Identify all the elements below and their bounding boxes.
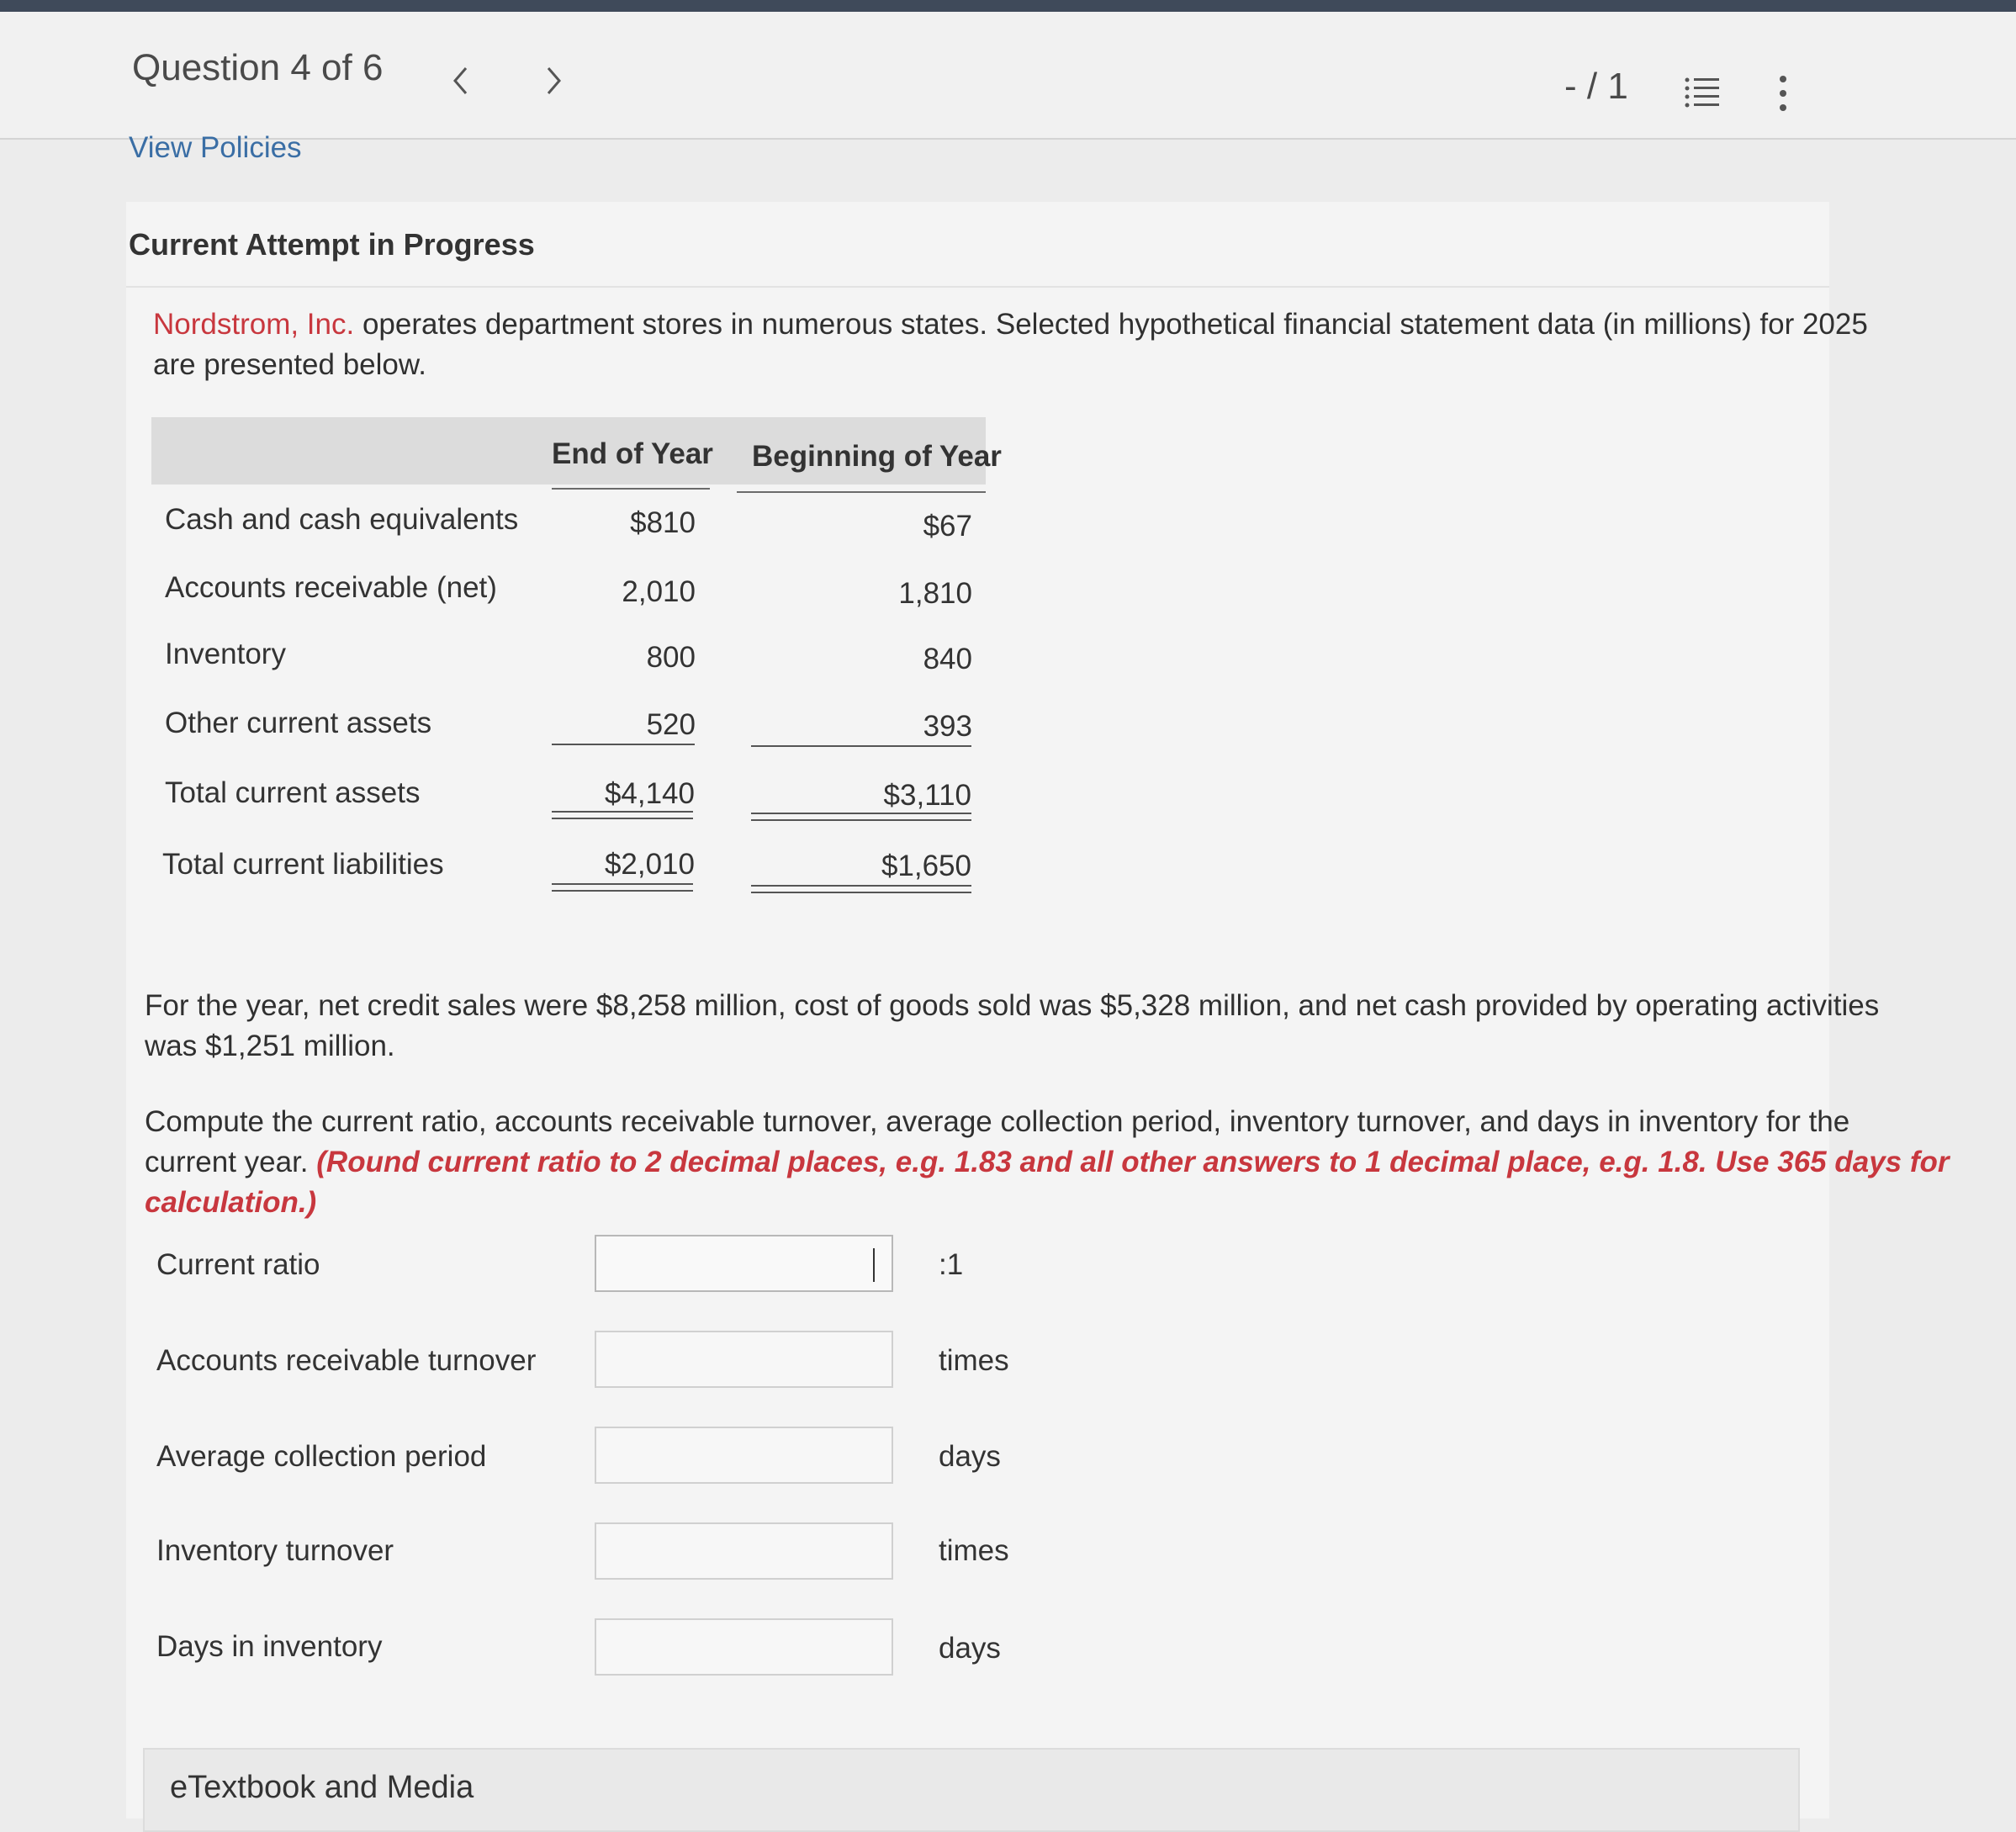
- answer-label: Current ratio: [156, 1248, 320, 1281]
- instructions-line1: Compute the current ratio, accounts receivable turnover, average collection period, inventory turnover, and days in inventory for the: [145, 1105, 1850, 1138]
- company-name: Nordstrom, Inc.: [153, 308, 355, 341]
- answer-unit: times: [939, 1534, 1009, 1567]
- intro-text: [153, 304, 1868, 385]
- table-cell: 520: [646, 708, 696, 741]
- text-caret: [873, 1248, 875, 1282]
- total-double-rule: [751, 885, 971, 893]
- etextbook-label: eTextbook and Media: [170, 1770, 474, 1805]
- answer-label: Average collection period: [156, 1440, 487, 1473]
- previous-question-button[interactable]: [439, 56, 481, 106]
- ar-turnover-input[interactable]: [595, 1331, 893, 1388]
- table-cell: $67: [923, 510, 972, 543]
- table-row-label: Other current assets: [165, 707, 432, 739]
- table-cell: 1,810: [898, 577, 972, 610]
- total-double-rule: [552, 883, 693, 892]
- avg-collection-period-input[interactable]: [595, 1427, 893, 1484]
- days-in-inventory-input[interactable]: [595, 1618, 893, 1676]
- question-header: [0, 12, 2016, 140]
- chevron-left-icon: [451, 65, 469, 97]
- intro-line1: operates department stores in numerous states. Selected hypothetical financial statement data (in millions) for 2025: [354, 308, 1868, 341]
- view-policies-link[interactable]: View Policies: [129, 131, 302, 164]
- facts-line2: was $1,251 million.: [145, 1030, 395, 1062]
- question-label: Question 4 of 6: [132, 47, 384, 88]
- current-ratio-input[interactable]: [595, 1235, 893, 1292]
- table-row-label: Inventory: [165, 638, 286, 670]
- more-vertical-icon[interactable]: [1775, 72, 1791, 114]
- total-double-rule: [751, 813, 971, 821]
- facts-text: [145, 986, 1879, 1067]
- rounding-instructions: (Round current ratio to 2 decimal places, e.g. 1.83 and all other answers to 1 decimal place, e.g. 1.8. Use 365 days for calculation.): [145, 1146, 1950, 1219]
- total-double-rule: [552, 811, 693, 819]
- facts-line1: For the year, net credit sales were $8,258 million, cost of goods sold was $5,328 million, and net cash provided by operating activities: [145, 989, 1880, 1022]
- score-display: - / 1: [1564, 66, 1628, 107]
- answer-unit: days: [939, 1632, 1001, 1665]
- attempt-status: Current Attempt in Progress: [129, 227, 535, 262]
- table-cell: $1,650: [881, 850, 971, 882]
- top-band: [0, 0, 2016, 12]
- header-underline: [737, 491, 986, 493]
- list-icon[interactable]: [1684, 76, 1721, 109]
- instructions-line2: current year.: [145, 1146, 317, 1178]
- table-cell: $3,110: [883, 779, 971, 812]
- intro-line2: are presented below.: [153, 348, 426, 381]
- instructions-text: [145, 1102, 2016, 1223]
- table-row-label: Cash and cash equivalents: [165, 503, 519, 536]
- inventory-turnover-input[interactable]: [595, 1522, 893, 1580]
- next-question-button[interactable]: [533, 56, 575, 106]
- table-cell: 393: [923, 710, 972, 743]
- table-cell: 840: [923, 643, 972, 675]
- header-underline: [552, 488, 710, 490]
- chevron-right-icon: [545, 65, 564, 97]
- table-row-label: Accounts receivable (net): [165, 571, 497, 604]
- answer-unit: times: [939, 1344, 1009, 1377]
- table-row-label: Total current liabilities: [162, 848, 444, 881]
- col-header-begin: Beginning of Year: [752, 440, 1002, 473]
- table-cell: $2,010: [604, 848, 695, 881]
- table-cell: $4,140: [604, 777, 695, 810]
- table-cell: 800: [646, 641, 696, 674]
- answer-unit: :1: [939, 1248, 964, 1281]
- table-cell: $810: [630, 506, 696, 539]
- divider: [126, 286, 1829, 288]
- answer-label: Inventory turnover: [156, 1534, 394, 1567]
- answer-label: Accounts receivable turnover: [156, 1344, 537, 1377]
- subtotal-rule: [552, 744, 695, 745]
- etextbook-media-section[interactable]: [143, 1748, 1800, 1832]
- table-row-label: Total current assets: [165, 776, 421, 809]
- col-header-end: End of Year: [552, 437, 713, 470]
- subtotal-rule: [751, 745, 971, 747]
- table-cell: 2,010: [622, 575, 696, 608]
- answer-unit: days: [939, 1440, 1001, 1473]
- answer-label: Days in inventory: [156, 1630, 383, 1663]
